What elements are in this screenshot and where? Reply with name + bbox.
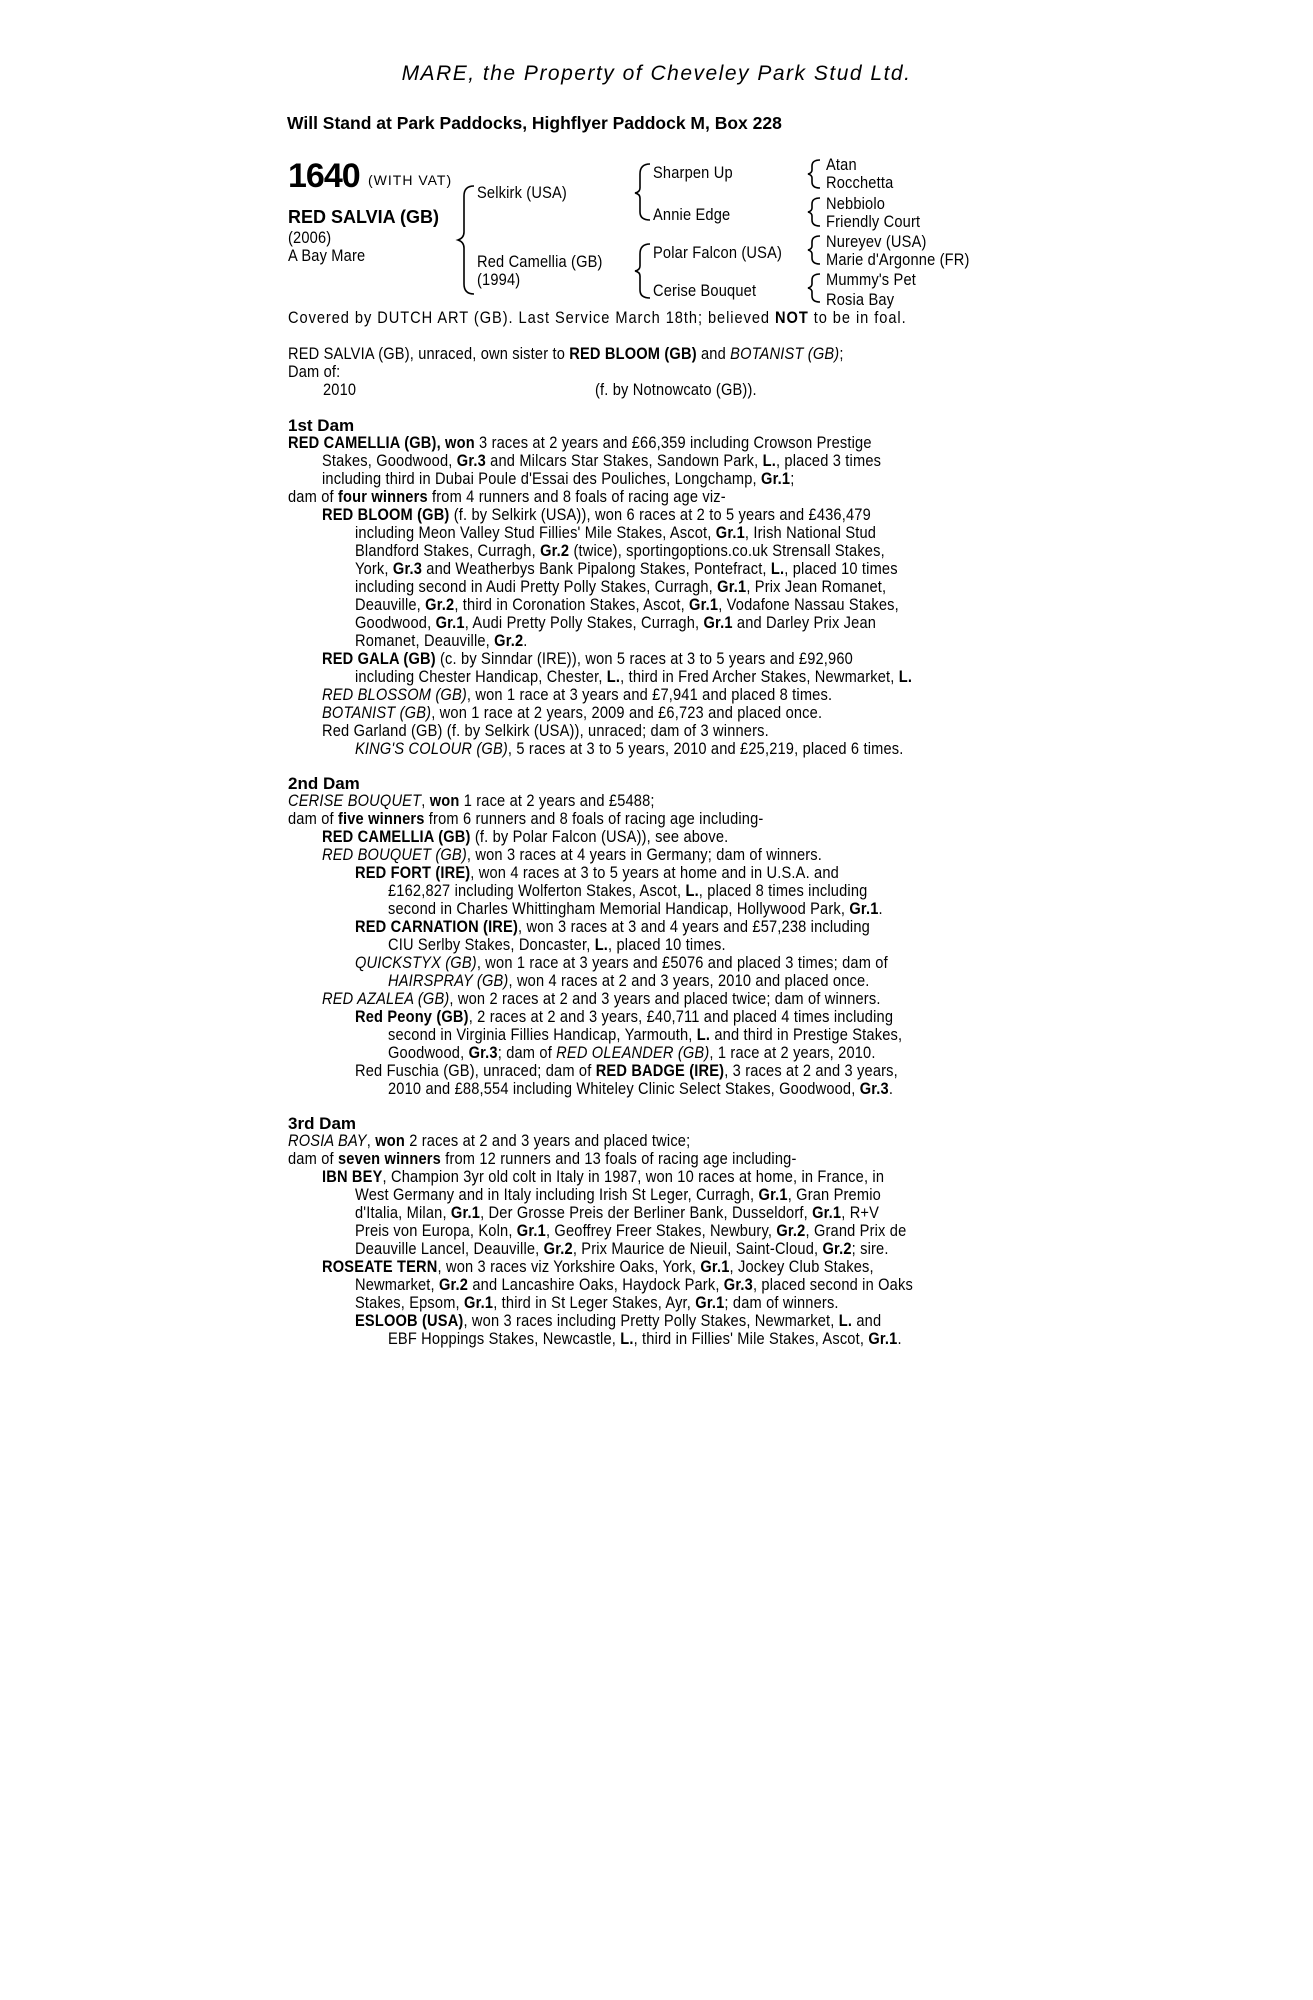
second-dam-line-2: dam of five winners from 6 runners and 8 foals of racing age including-	[288, 809, 764, 828]
red-carnation-line-1: RED CARNATION (IRE), won 3 races at 3 and 4 years and £57,238 including	[355, 917, 870, 936]
roseate-tern-line-2: Newmarket, Gr.2 and Lancashire Oaks, Haydock Park, Gr.3, placed second in Oaks	[355, 1275, 913, 1294]
pedigree-sds: Nebbiolo	[826, 194, 886, 213]
red-bloom-line-6: Deauville, Gr.2, third in Coronation Stakes, Ascot, Gr.1, Vodafone Nassau Stakes,	[355, 595, 899, 614]
red-fort-line-3: second in Charles Whittingham Memorial Handicap, Hollywood Park, Gr.1.	[388, 899, 883, 918]
red-fort-line-1: RED FORT (IRE), won 4 races at 3 to 5 years at home and in U.S.A. and	[355, 863, 839, 882]
second-dam-line-1: CERISE BOUQUET, won 1 race at 2 years and £5488;	[288, 791, 655, 810]
pedigree-brace-ds	[808, 236, 820, 264]
red-bouquet-line: RED BOUQUET (GB), won 3 races at 4 years in Germany; dam of winners.	[322, 845, 823, 864]
ibn-bey-line-1: IBN BEY, Champion 3yr old colt in Italy in 1987, won 10 races at home, in France, in	[322, 1167, 885, 1186]
first-dam-line-4: dam of four winners from 4 runners and 8 foals of racing age viz-	[288, 487, 726, 506]
red-carnation-line-2: CIU Serlby Stakes, Doncaster, L., placed 10 times.	[388, 935, 726, 954]
red-bloom-line-1: RED BLOOM (GB) (f. by Selkirk (USA)), won 6 races at 2 to 5 years and £436,479	[322, 505, 871, 524]
pedigree-brace-ss	[808, 160, 820, 188]
botanist-line: BOTANIST (GB), won 1 race at 2 years, 2009 and £6,723 and placed once.	[322, 703, 823, 722]
red-fort-line-2: £162,827 including Wolferton Stakes, Ascot, L., placed 8 times including	[388, 881, 868, 900]
red-camellia-ref-line: RED CAMELLIA (GB) (f. by Polar Falcon (USA)), see above.	[322, 827, 729, 846]
esloob-line-1: ESLOOB (USA), won 3 races including Pretty Polly Stakes, Newmarket, L. and	[355, 1311, 882, 1330]
pedigree-dam-sire: Polar Falcon (USA)	[653, 243, 783, 262]
red-fuschia-line-2: 2010 and £88,554 including Whiteley Clinic Select Stakes, Goodwood, Gr.3.	[388, 1079, 894, 1098]
ibn-bey-line-2: West Germany and in Italy including Irish St Leger, Curragh, Gr.1, Gran Premio	[355, 1185, 881, 1204]
pedigree-braces	[0, 0, 1313, 320]
red-peony-line-1: Red Peony (GB), 2 races at 2 and 3 years, £40,711 and placed 4 times including	[355, 1007, 894, 1026]
red-fuschia-line-1: Red Fuschia (GB), unraced; dam of RED BADGE (IRE), 3 races at 2 and 3 years,	[355, 1061, 898, 1080]
quickstyx-line: QUICKSTYX (GB), won 1 race at 3 years and £5076 and placed 3 times; dam of	[355, 953, 888, 972]
pedigree-dds: Mummy's Pet	[826, 270, 916, 289]
vat-note: (WITH VAT)	[368, 172, 453, 188]
red-azalea-line: RED AZALEA (GB), won 2 races at 2 and 3 years and placed twice; dam of winners.	[322, 989, 881, 1008]
red-bloom-line-7: Goodwood, Gr.1, Audi Pretty Polly Stakes, Curragh, Gr.1 and Darley Prix Jean	[355, 613, 877, 632]
first-dam-line-1: RED CAMELLIA (GB), won 3 races at 2 years and £66,359 including Crowson Prestige	[288, 433, 872, 452]
lot-number: 1640	[288, 157, 360, 195]
kings-colour-line: KING'S COLOUR (GB), 5 races at 3 to 5 years, 2010 and £25,219, placed 6 times.	[355, 739, 904, 758]
third-dam-line-2: dam of seven winners from 12 runners and 13 foals of racing age including-	[288, 1149, 797, 1168]
pedigree-ssd: Rocchetta	[826, 173, 894, 192]
esloob-line-2: EBF Hoppings Stakes, Newcastle, L., third in Fillies' Mile Stakes, Ascot, Gr.1.	[388, 1329, 902, 1348]
roseate-tern-line-1: ROSEATE TERN, won 3 races viz Yorkshire Oaks, York, Gr.1, Jockey Club Stakes,	[322, 1257, 874, 1276]
covered-line: Covered by DUTCH ART (GB). Last Service March 18th; believed NOT to be in foal.	[288, 308, 907, 327]
pedigree-dss: Nureyev (USA)	[826, 232, 927, 251]
red-bloom-line-4: York, Gr.3 and Weatherbys Bank Pipalong Stakes, Pontefract, L., placed 10 times	[355, 559, 898, 578]
red-peony-line-3: Goodwood, Gr.3; dam of RED OLEANDER (GB), 1 race at 2 years, 2010.	[388, 1043, 876, 1062]
ibn-bey-line-4: Preis von Europa, Koln, Gr.1, Geoffrey Freer Stakes, Newbury, Gr.2, Grand Prix de	[355, 1221, 907, 1240]
page-header-title: MARE, the Property of Cheveley Park Stud Ltd.	[401, 62, 912, 85]
pedigree-brace-sire	[635, 164, 650, 220]
third-dam-line-1: ROSIA BAY, won 2 races at 2 and 3 years and placed twice;	[288, 1131, 691, 1150]
hairspray-line: HAIRSPRAY (GB), won 4 races at 2 and 3 years, 2010 and placed once.	[388, 971, 870, 990]
ibn-bey-line-5: Deauville Lancel, Deauville, Gr.2, Prix Maurice de Nieuil, Saint-Cloud, Gr.2; sire.	[355, 1239, 889, 1258]
red-peony-line-2: second in Virginia Fillies Handicap, Yarmouth, L. and third in Prestige Stakes,	[388, 1025, 903, 1044]
pedigree-sire-dam: Annie Edge	[653, 205, 731, 224]
pedigree-dam: Red Camellia (GB)	[477, 252, 603, 271]
pedigree-dsd: Marie d'Argonne (FR)	[826, 250, 970, 269]
pedigree-brace-gen1	[458, 186, 474, 294]
pedigree-sire-sire: Sharpen Up	[653, 163, 733, 182]
intro-line-1: RED SALVIA (GB), unraced, own sister to RED BLOOM (GB) and BOTANIST (GB);	[288, 344, 844, 363]
intro-produce-sire: (f. by Notnowcato (GB)).	[595, 380, 757, 399]
pedigree-sdd: Friendly Court	[826, 212, 921, 231]
red-bloom-line-8: Romanet, Deauville, Gr.2.	[355, 631, 528, 650]
third-dam-heading: 3rd Dam	[288, 1114, 357, 1133]
red-gala-line-1: RED GALA (GB) (c. by Sinndar (IRE)), won 5 races at 3 to 5 years and £92,960	[322, 649, 853, 668]
pedigree-dam-dam: Cerise Bouquet	[653, 281, 757, 300]
pedigree-sire: Selkirk (USA)	[477, 183, 567, 202]
pedigree-ddd: Rosia Bay	[826, 290, 895, 309]
pedigree-dam-year: (1994)	[477, 270, 521, 289]
ibn-bey-line-3: d'Italia, Milan, Gr.1, Der Grosse Preis der Berliner Bank, Dusseldorf, Gr.1, R+V	[355, 1203, 880, 1222]
intro-produce-year: 2010	[323, 380, 357, 399]
horse-year: (2006)	[288, 228, 332, 247]
first-dam-line-3: including third in Dubai Poule d'Essai des Pouliches, Longchamp, Gr.1;	[322, 469, 795, 488]
red-garland-line: Red Garland (GB) (f. by Selkirk (USA)), unraced; dam of 3 winners.	[322, 721, 769, 740]
pedigree-brace-sd	[808, 198, 820, 226]
pedigree-brace-dd	[808, 274, 820, 302]
red-bloom-line-3: Blandford Stakes, Curragh, Gr.2 (twice), sportingoptions.co.uk Strensall Stakes,	[355, 541, 885, 560]
first-dam-line-2: Stakes, Goodwood, Gr.3 and Milcars Star Stakes, Sandown Park, L., placed 3 times	[322, 451, 882, 470]
pedigree-brace-dam	[635, 244, 650, 298]
intro-line-2: Dam of:	[288, 362, 341, 381]
horse-description: A Bay Mare	[288, 246, 366, 265]
red-bloom-line-2: including Meon Valley Stud Fillies' Mile Stakes, Ascot, Gr.1, Irish National Stud	[355, 523, 877, 542]
roseate-tern-line-3: Stakes, Epsom, Gr.1, third in St Leger Stakes, Ayr, Gr.1; dam of winners.	[355, 1293, 839, 1312]
first-dam-heading: 1st Dam	[288, 416, 355, 435]
red-bloom-line-5: including second in Audi Pretty Polly Stakes, Curragh, Gr.1, Prix Jean Romanet,	[355, 577, 887, 596]
red-gala-line-2: including Chester Handicap, Chester, L., third in Fred Archer Stakes, Newmarket, L.	[355, 667, 913, 686]
horse-name: RED SALVIA (GB)	[288, 207, 439, 227]
second-dam-heading: 2nd Dam	[288, 774, 360, 793]
pedigree-sss: Atan	[826, 155, 857, 174]
red-blossom-line: RED BLOSSOM (GB), won 1 race at 3 years and £7,941 and placed 8 times.	[322, 685, 833, 704]
stand-location: Will Stand at Park Paddocks, Highflyer Paddock M, Box 228	[287, 113, 782, 133]
